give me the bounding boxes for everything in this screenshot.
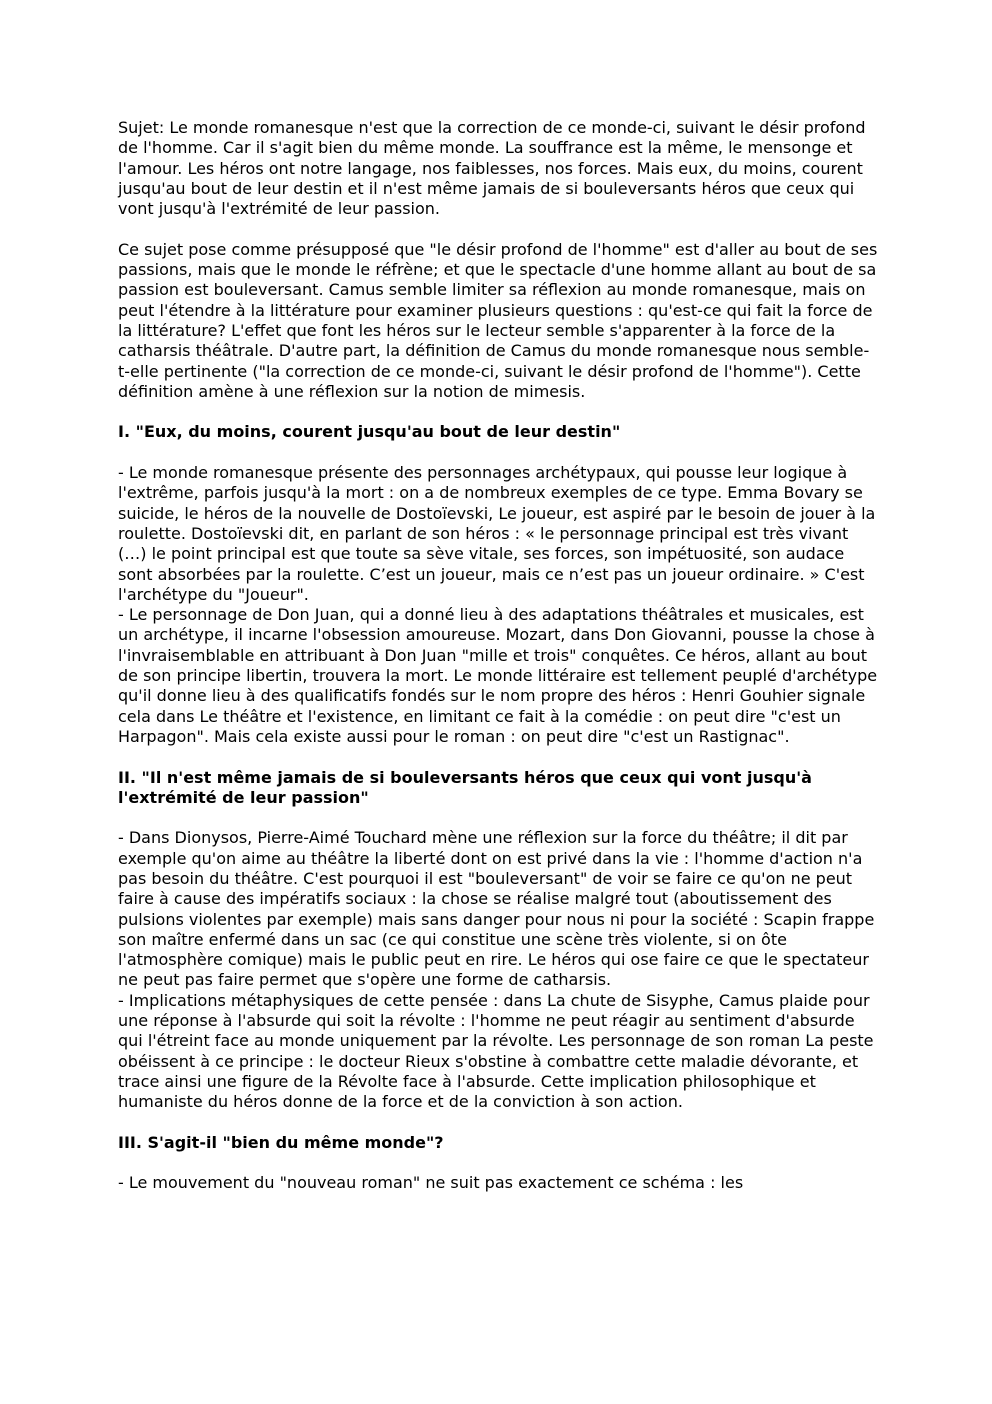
section-2-item: - Implications métaphysiques de cette pensée : dans La chute de Sisyphe, Camus plaide pour une réponse à l'absurde qui soit la révolte : l'homme ne peut réagir au sentiment d'absurde qui l'étreint face au monde uniquement par la révolte. Les personnage de son roman La peste obéissent à ce principe : le docteur Rieux s'obstine à combattre cette maladie dévorante, et trace ainsi une figure de la Révolte face à l'absurde. Cette implication philosophique et humaniste du héros donne de la force et de la conviction à son action.	[118, 990, 874, 1112]
document-page	[118, 118, 878, 1214]
section-3-item: - Le mouvement du "nouveau roman" ne suit pas exactement ce schéma : les	[118, 1173, 744, 1193]
section-2-item: - Dans Dionysos, Pierre-Aimé Touchard mène une réflexion sur la force du théâtre; il dit par exemple qu'on aime au théâtre la liberté dont on est privé dans la vie : l'homme d'action n'a pas besoin du théâtre. C'est pourquoi il est "bouleversant" de voir se faire ce qu'on ne peut faire à cause des impératifs sociaux : la chose se réalise malgré tout (aboutissement des pulsions violentes par exemple) mais sans danger pour nous ni pour la société : Scapin frappe son maître enfermé dans un sac (ce qui constitue une scène très violente, si on ôte l'atmosphère comique) mais le public peut en rire. Le héros qui ose faire ce que le spectateur ne peut pas faire permet que s'opère une forme de catharsis.	[118, 828, 875, 990]
section-1-item: - Le monde romanesque présente des personnages archétypaux, qui pousse leur logique à l'extrême, parfois jusqu'à la mort : on a de nombreux exemples de ce type. Emma Bovary se suicide, le héros de la nouvelle de Dostoïevski, Le joueur, est aspiré par le besoin de jouer à la roulette. Dostoïevski dit, en parlant de son héros : « le personnage principal est très vivant (…) le point principal est que toute sa sève vitale, ses forces, son impétuosité, son audace sont absorbées par la roulette. C’est un joueur, mais ce n’est pas un joueur ordinaire. » C'est l'archétype du "Joueur".	[118, 463, 876, 604]
section-1-body	[118, 463, 878, 747]
section-2-body	[118, 828, 878, 1112]
subject-paragraph: Sujet: Le monde romanesque n'est que la correction de ce monde-ci, suivant le désir profond de l'homme. Car il s'agit bien du même monde. La souffrance est la même, le mensonge et l'amour. Les héros ont notre langage, nos faiblesses, nos forces. Mais eux, du moins, courent jusqu'au bout de leur destin et il n'est même jamais de si bouleversants héros que ceux qui vont jusqu'à l'extrémité de leur passion.	[118, 118, 866, 219]
section-1-heading: I. "Eux, du moins, courent jusqu'au bout de leur destin"	[118, 422, 621, 442]
section-2-heading: II. "Il n'est même jamais de si bouleversants héros que ceux qui vont jusqu'à l'extrémité de leur passion"	[118, 767, 812, 807]
section-3-body	[118, 1173, 878, 1193]
section-3-heading: III. S'agit-il "bien du même monde"?	[118, 1132, 444, 1152]
section-1-item: - Le personnage de Don Juan, qui a donné lieu à des adaptations théâtrales et musicales, est un archétype, il incarne l'obsession amoureuse. Mozart, dans Don Giovanni, pousse la chose à l'invraisemblable en attribuant à Don Juan "mille et trois" conquêtes. Ce héros, allant au bout de son principe libertin, trouvera la mort. Le monde littéraire est tellement peuplé d'archétype qu'il donne lieu à des qualificatifs fondés sur le nom propre des héros : Henri Gouhier signale cela dans Le théâtre et l'existence, en limitant ce fait à la comédie : on peut dire "c'est un Harpagon". Mais cela existe aussi pour le roman : on peut dire "c'est un Rastignac".	[118, 605, 878, 746]
analysis-paragraph: Ce sujet pose comme présupposé que "le désir profond de l'homme" est d'aller au bout de ses passions, mais que le monde le réfrène; et que le spectacle d'une homme allant au bout de sa passion est bouleversant. Camus semble limiter sa réflexion au monde romanesque, mais on peut l'étendre à la littérature pour examiner plusieurs questions : qu'est-ce qui fait la force de la littérature? L'effet que font les héros sur le lecteur semble s'apparenter à la force de la catharsis théâtrale. D'autre part, la définition de Camus du monde romanesque nous semble-t-elle pertinente ("la correction de ce monde-ci, suivant le désir profond de l'homme"). Cette définition amène à une réflexion sur la notion de mimesis.	[118, 239, 878, 401]
